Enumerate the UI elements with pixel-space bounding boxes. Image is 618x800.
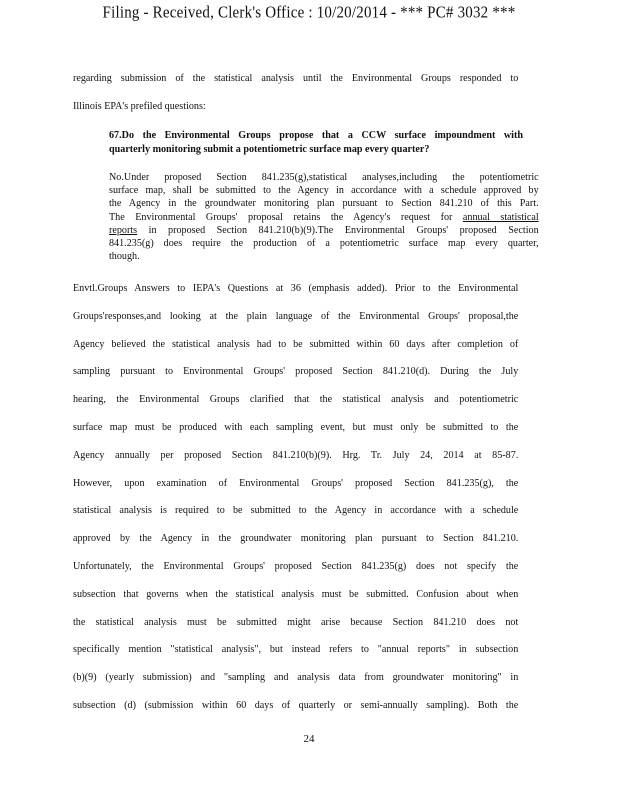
text-segment: The Environmental Groups' proposal retains the Agency's request for	[109, 210, 453, 223]
underlined-text: annual statistical	[462, 210, 539, 223]
text-line: Unfortunately, the Environmental Groups' proposed Section 841.235(g) does not specify the	[73, 559, 519, 572]
text-line: Groups'responses,and looking at the plain language of the Environmental Groups' proposal,the	[73, 309, 519, 322]
text-line: (b)(9) (yearly submission) and "sampling and analysis data from groundwater monitoring" in	[73, 671, 519, 684]
text-line	[109, 224, 539, 237]
text-line: 67.Do the Environmental Groups propose that a CCW surface impoundment with	[109, 129, 523, 141]
text-line: though.	[109, 250, 140, 263]
answer-block	[109, 171, 539, 263]
text-line: surface map must be produced with each sampling event, but must only be submitted to the	[73, 420, 519, 433]
body-paragraph	[73, 275, 518, 720]
text-line: surface map, shall be submitted to the Agency in accordance with a schedule approved by	[109, 184, 539, 197]
text-line	[109, 211, 539, 224]
page-number: 24	[303, 733, 315, 745]
filing-header: Filing - Received, Clerk's Office : 10/20/2014 - *** PC# 3032 ***	[102, 3, 516, 22]
text-line: Agency annually per proposed Section 841.210(b)(9). Hrg. Tr. July 24, 2014 at 85-87.	[73, 448, 519, 461]
text-segment: in proposed Section 841.210(b)(9).The Environmental Groups' proposed Section	[148, 223, 539, 236]
text-line: subsection (d) (submission within 60 days of quarterly or semi-annually sampling). Both the	[73, 698, 519, 711]
text-line: sampling pursuant to Environmental Groups' proposed Section 841.210(d). During the July	[73, 365, 519, 378]
text-line: However, upon examination of Environmental Groups' proposed Section 841.235(g), the	[73, 476, 519, 489]
text-line: quarterly monitoring submit a potentiometric surface map every quarter?	[109, 143, 430, 155]
text-line: No.Under proposed Section 841.235(g),statistical analyses,including the potentiometric	[109, 171, 539, 183]
text-line: hearing, the Environmental Groups clarified that the statistical analysis and potentiometric	[73, 393, 519, 406]
text-line: subsection that governs when the statistical analysis must be submitted. Confusion about when	[73, 587, 519, 600]
underlined-text: reports	[109, 223, 138, 236]
text-line: Agency believed the statistical analysis had to be submitted within 60 days after completion of	[73, 337, 519, 350]
text-line: Envtl.Groups Answers to IEPA's Questions at 36 (emphasis added). Prior to the Environmental	[73, 282, 519, 294]
text-line: regarding submission of the statistical analysis until the Environmental Groups responded to	[73, 72, 519, 84]
question-67	[109, 128, 523, 156]
text-line: Illinois EPA's prefiled questions:	[73, 99, 206, 112]
text-line: specifically mention "statistical analysis", but instead refers to "annual reports" in subsection	[73, 643, 519, 656]
intro-paragraph	[73, 65, 518, 121]
text-line: the Agency in the groundwater monitoring plan pursuant to Section 841.210 of this Part.	[109, 197, 539, 210]
text-line: 841.235(g) does require the production of a potentiometric surface map every quarter,	[109, 237, 539, 250]
text-line: approved by the Agency in the groundwater monitoring plan pursuant to Section 841.210.	[73, 532, 519, 545]
text-line: the statistical analysis must be submitted might arise because Section 841.210 does not	[73, 615, 519, 628]
text-line: statistical analysis is required to be submitted to the Agency in accordance with a schedule	[73, 504, 519, 517]
